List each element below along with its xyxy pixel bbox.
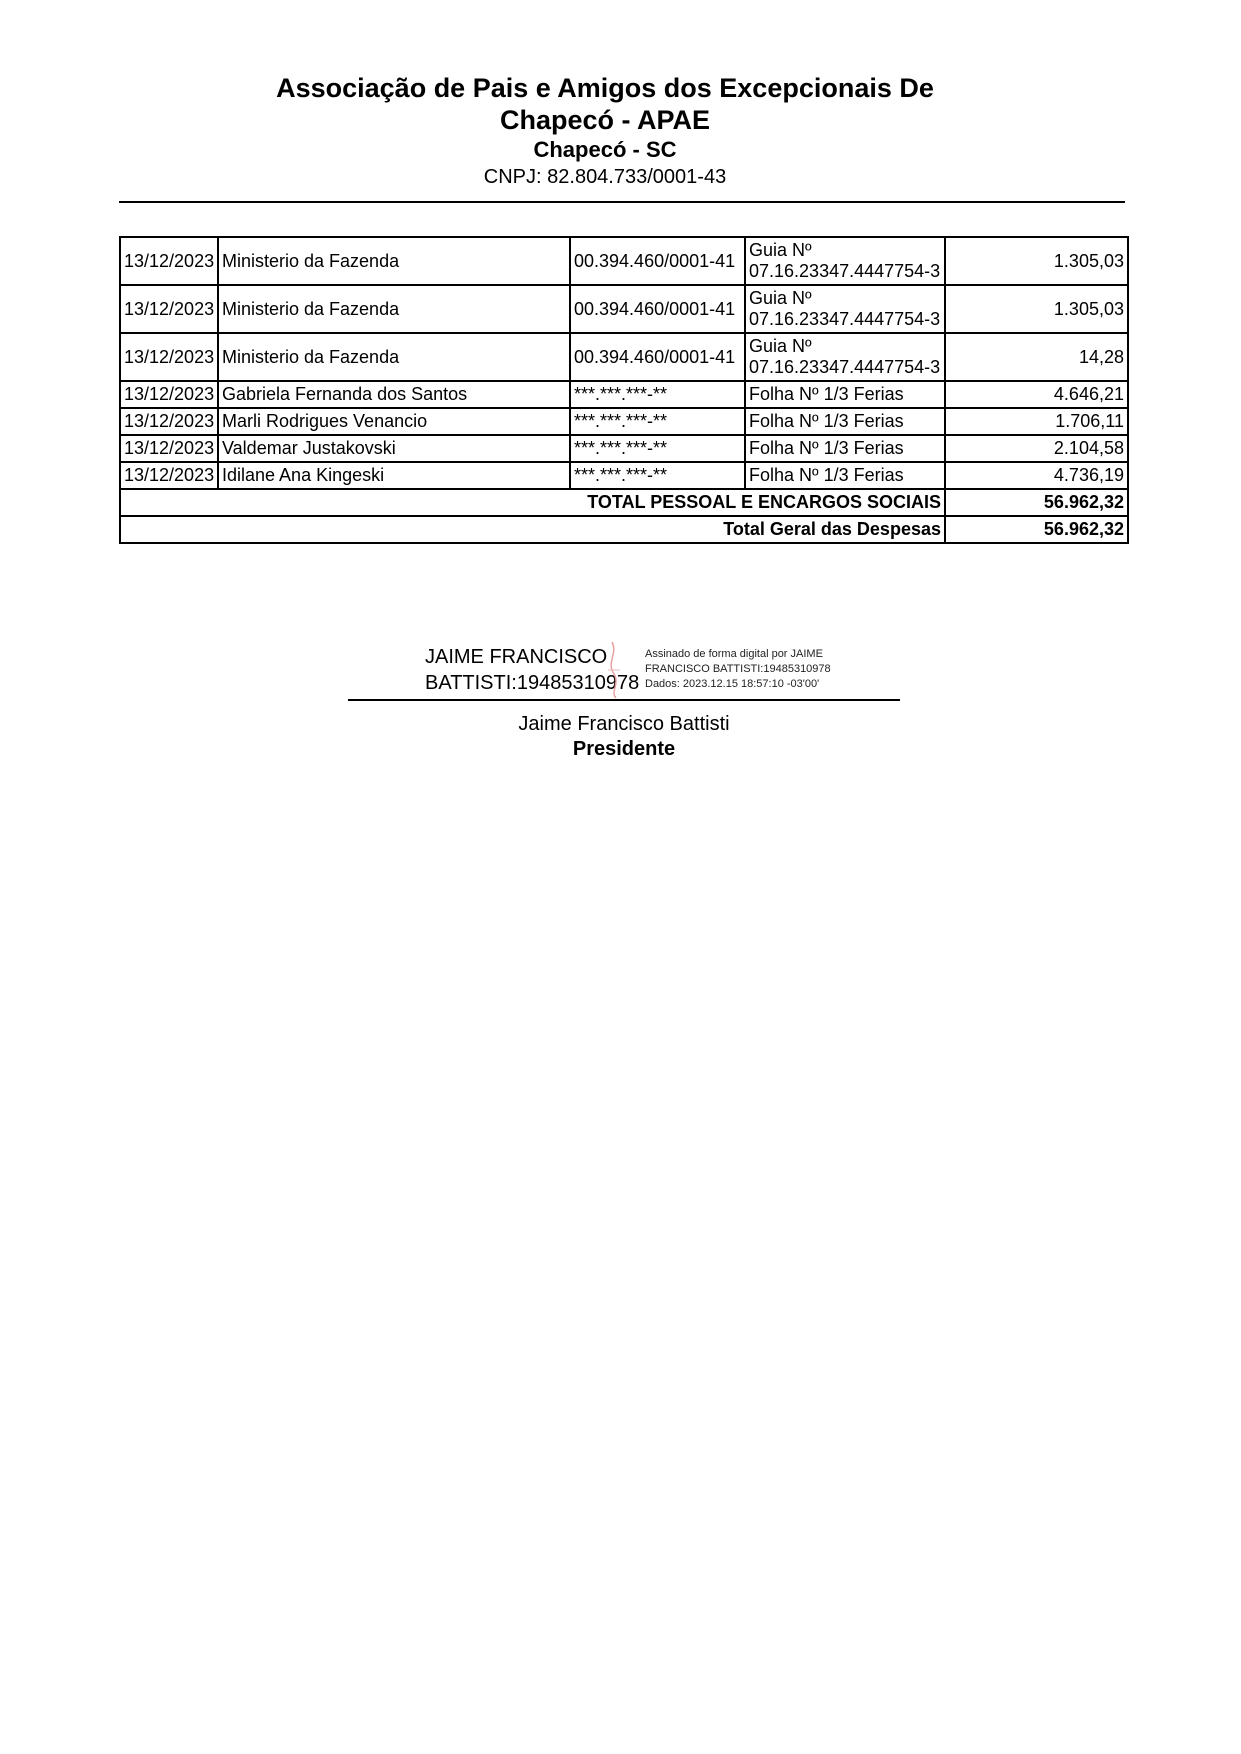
signatory-role: Presidente	[572, 738, 676, 760]
row-document: ***.***.***-**	[570, 435, 745, 462]
row-document: ***.***.***-**	[570, 462, 745, 489]
digital-info-line1: Assinado de forma digital por JAIME	[645, 648, 823, 660]
table-row	[120, 435, 1128, 462]
row-name: Valdemar Justakovski	[218, 435, 570, 462]
digital-signer-line1: JAIME FRANCISCO	[425, 646, 608, 668]
row-name: Ministerio da Fazenda	[218, 333, 570, 381]
row-reference-number: 07.16.23347.4447754-3	[749, 261, 941, 281]
row-date: 13/12/2023	[120, 381, 218, 408]
row-document: ***.***.***-**	[570, 408, 745, 435]
table-row	[120, 381, 1128, 408]
digital-info-line3: Dados: 2023.12.15 18:57:10 -03'00'	[645, 678, 820, 690]
row-name: Marli Rodrigues Venancio	[218, 408, 570, 435]
total-personnel-label: TOTAL PESSOAL E ENCARGOS SOCIAIS	[120, 489, 945, 516]
digital-signature-info	[645, 647, 831, 692]
row-date: 13/12/2023	[120, 462, 218, 489]
total-personnel-value: 56.962,32	[945, 489, 1128, 516]
row-date: 13/12/2023	[120, 408, 218, 435]
row-reference-label: Guia Nº	[749, 336, 812, 356]
row-value: 4.736,19	[945, 462, 1128, 489]
row-name: Ministerio da Fazenda	[218, 285, 570, 333]
total-row-personnel	[120, 489, 1128, 516]
org-name-line2: Chapecó - APAE	[499, 105, 711, 135]
row-reference: Folha Nº 1/3 Ferias	[745, 408, 945, 435]
signature-line	[348, 699, 900, 701]
table-row	[120, 408, 1128, 435]
row-value: 14,28	[945, 333, 1128, 381]
row-reference: Folha Nº 1/3 Ferias	[745, 462, 945, 489]
row-date: 13/12/2023	[120, 285, 218, 333]
document-header	[0, 72, 1210, 190]
row-reference: Folha Nº 1/3 Ferias	[745, 435, 945, 462]
table-row	[120, 333, 1128, 381]
row-name: Ministerio da Fazenda	[218, 237, 570, 285]
digital-info-line2: FRANCISCO BATTISTI:19485310978	[645, 663, 831, 675]
row-reference-label: Guia Nº	[749, 288, 812, 308]
header-divider	[119, 201, 1125, 203]
row-date: 13/12/2023	[120, 237, 218, 285]
row-name: Idilane Ana Kingeski	[218, 462, 570, 489]
row-value: 1.706,11	[945, 408, 1128, 435]
row-date: 13/12/2023	[120, 333, 218, 381]
table-row	[120, 237, 1128, 285]
table-row	[120, 285, 1128, 333]
row-reference-label: Guia Nº	[749, 240, 812, 260]
expense-table	[119, 236, 1129, 544]
row-reference	[745, 333, 945, 381]
row-reference	[745, 285, 945, 333]
row-document: 00.394.460/0001-41	[570, 333, 745, 381]
digital-signature-mark-icon	[604, 640, 624, 700]
row-document: 00.394.460/0001-41	[570, 237, 745, 285]
row-reference: Folha Nº 1/3 Ferias	[745, 381, 945, 408]
row-date: 13/12/2023	[120, 435, 218, 462]
row-value: 1.305,03	[945, 285, 1128, 333]
total-general-value: 56.962,32	[945, 516, 1128, 543]
org-cnpj: CNPJ: 82.804.733/0001-43	[483, 166, 727, 188]
org-city: Chapecó - SC	[533, 137, 677, 162]
row-value: 2.104,58	[945, 435, 1128, 462]
row-reference	[745, 237, 945, 285]
digital-signer-line2: BATTISTI:19485310978	[425, 672, 640, 694]
table-row	[120, 462, 1128, 489]
org-name-line1: Associação de Pais e Amigos dos Excepcionais De	[276, 73, 934, 103]
row-reference-number: 07.16.23347.4447754-3	[749, 357, 941, 377]
row-value: 1.305,03	[945, 237, 1128, 285]
row-document: ***.***.***-**	[570, 381, 745, 408]
row-value: 4.646,21	[945, 381, 1128, 408]
signatory-name: Jaime Francisco Battisti	[518, 713, 730, 735]
total-row-general	[120, 516, 1128, 543]
row-name: Gabriela Fernanda dos Santos	[218, 381, 570, 408]
row-document: 00.394.460/0001-41	[570, 285, 745, 333]
total-general-label: Total Geral das Despesas	[120, 516, 945, 543]
row-reference-number: 07.16.23347.4447754-3	[749, 309, 941, 329]
